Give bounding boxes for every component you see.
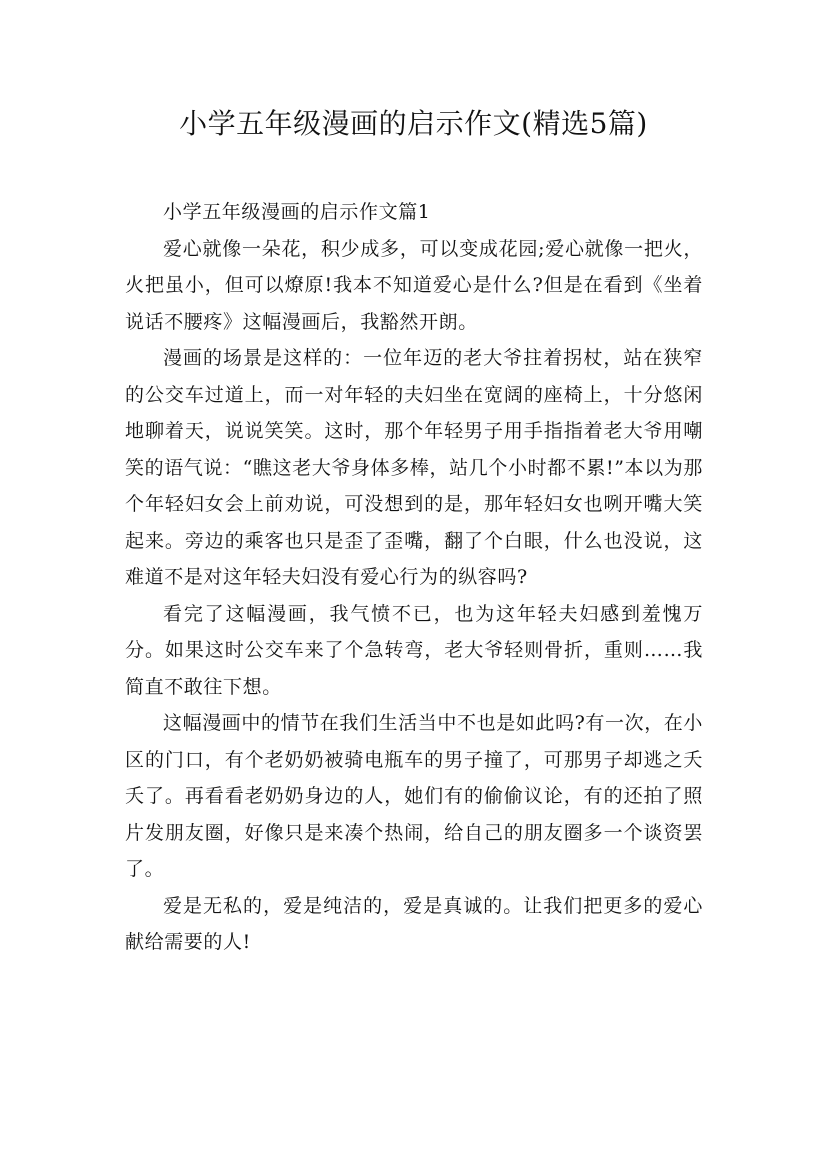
paragraph: 这幅漫画中的情节在我们生活当中不也是如此吗?有一次，在小区的门口，有个老奶奶被骑电瓶车的男子撞了，可那男子却逃之夭夭了。再看看老奶奶身边的人，她们有的偷偷议论，有的还拍了照片发朋友圈，好像只是来凑个热闹，给自己的朋友圈多一个谈资罢了。 <box>125 712 703 880</box>
paragraph: 漫画的场景是这样的：一位年迈的老大爷拄着拐杖，站在狭窄的公交车过道上，而一对年轻的夫妇坐在宽阔的座椅上，十分悠闲地聊着天，说说笑笑。这时，那个年轻男子用手指指着老大爷用嘲笑的语气说：“瞧这老大爷身体多棒，站几个小时都不累!”本以为那个年轻妇女会上前劝说，可没想到的是，那年轻妇女也咧开嘴大笑起来。旁边的乘客也只是歪了歪嘴，翻了个白眼，什么也没说，这难道不是对这年轻夫妇没有爱心行为的纵容吗? <box>125 347 703 588</box>
paragraph: 看完了这幅漫画，我气愤不已，也为这年轻夫妇感到羞愧万分。如果这时公交车来了个急转弯，老大爷轻则骨折，重则……我简直不敢往下想。 <box>125 602 703 698</box>
document-body <box>125 194 703 961</box>
section-heading: 小学五年级漫画的启示作文篇1 <box>163 201 431 223</box>
document-title: 小学五年级漫画的启示作文(精选5篇) <box>179 107 648 140</box>
paragraph: 爱心就像一朵花，积少成多，可以变成花园;爱心就像一把火，火把虽小，但可以燎原!我本不知道爱心是什么?但是在看到《坐着说话不腰疼》这幅漫画后，我豁然开朗。 <box>125 237 703 333</box>
paragraph: 爱是无私的，爱是纯洁的，爱是真诚的。让我们把更多的爱心献给需要的人! <box>125 894 703 953</box>
